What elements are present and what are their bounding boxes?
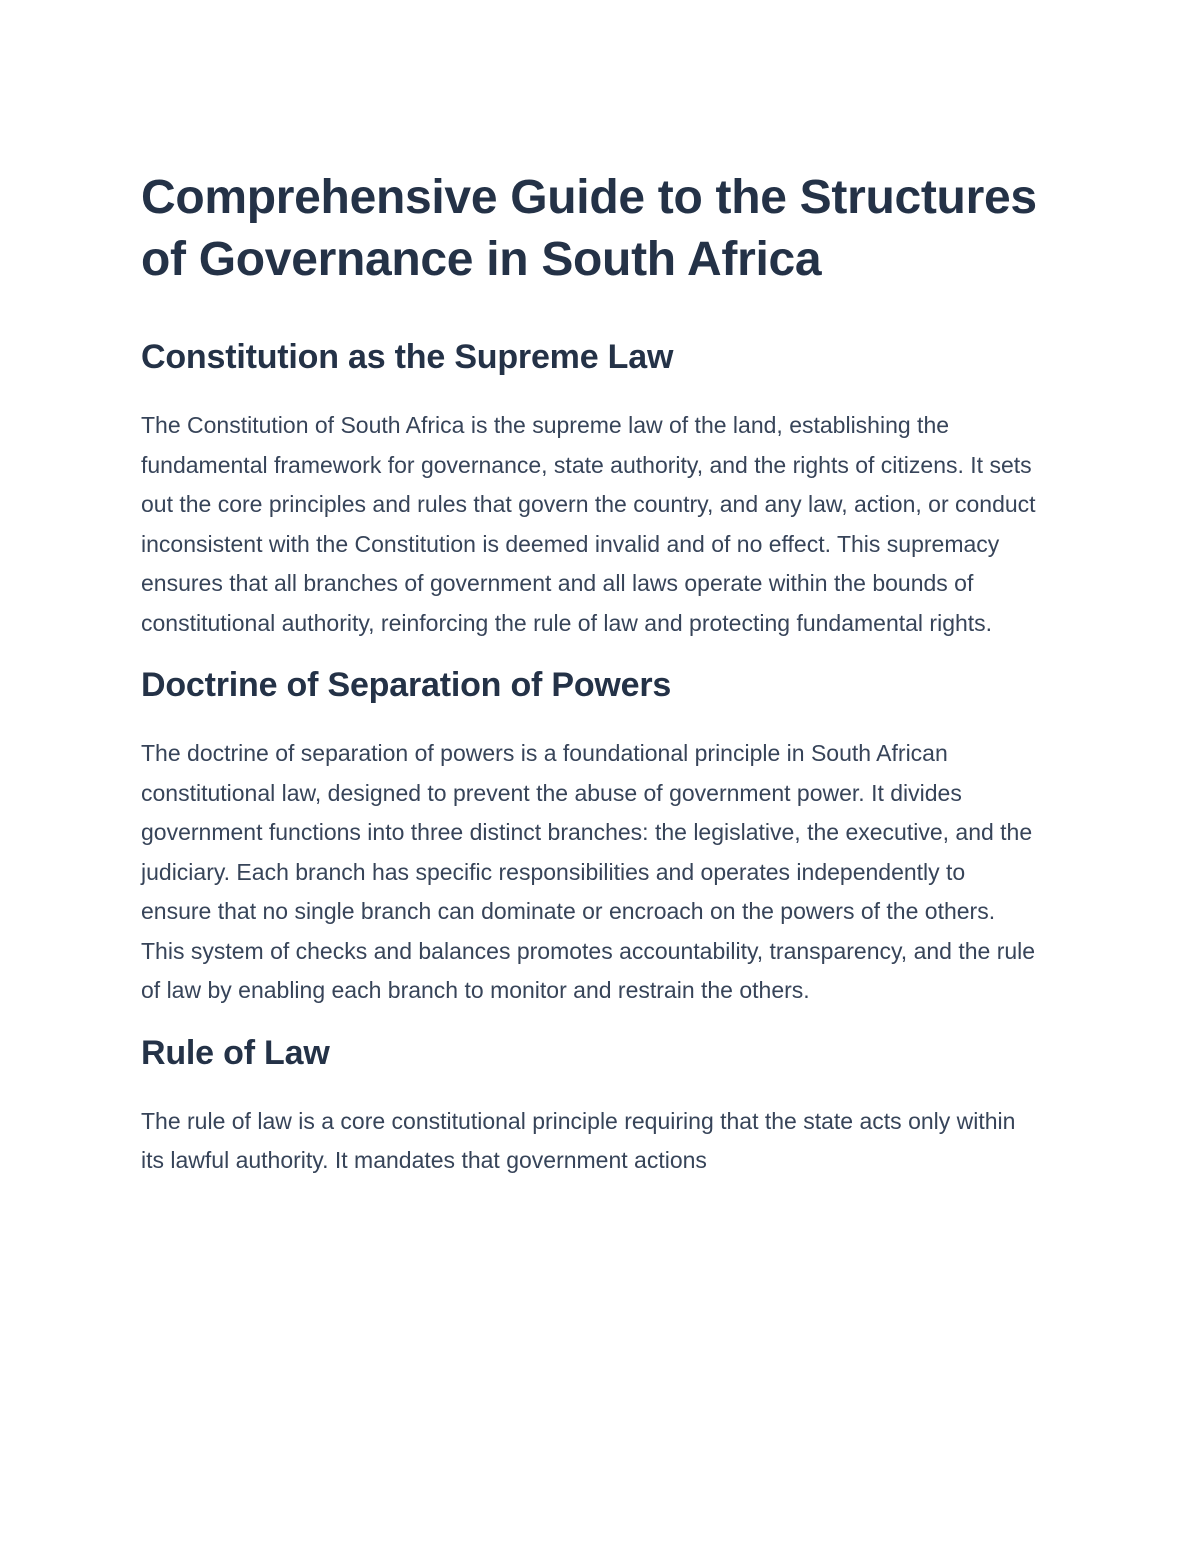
section-heading-separation-of-powers: Doctrine of Separation of Powers — [141, 666, 672, 704]
section-body-rule-of-law: The rule of law is a core constitutional principle requiring that the state acts only within its lawful authority. It mandates that government actions — [141, 1107, 1016, 1173]
section-heading-rule-of-law: Rule of Law — [141, 1033, 330, 1072]
section-body-constitution: The Constitution of South Africa is the supreme law of the land, establishing the fundamental framework for governance, state authority, and the rights of citizens. It sets out the core principles and rules that govern the country, and any law, action, or conduct inconsistent with the Constitution is deemed invalid and of no effect. This supremacy ensures that all branches of government and all laws operate within the bounds of constitutional authority, reinforcing the rule of law and protecting fundamental rights. — [141, 412, 1036, 636]
section-body-separation-of-powers: The doctrine of separation of powers is a foundational principle in South African constitutional law, designed to prevent the abuse of government power. It divides government functions into three distinct branches: the legislative, the executive, and the judiciary. Each branch has specific responsibilities and operates independently to ensure that no single branch can dominate or encroach on the powers of the others. This system of checks and balances promotes accountability, transparency, and the rule of law by enabling each branch to monitor and restrain the others. — [141, 740, 1036, 1003]
document-page — [141, 167, 1041, 1181]
page-title: Comprehensive Guide to the Structures of Governance in South Africa — [141, 171, 1037, 286]
section-heading-constitution: Constitution as the Supreme Law — [141, 338, 674, 376]
